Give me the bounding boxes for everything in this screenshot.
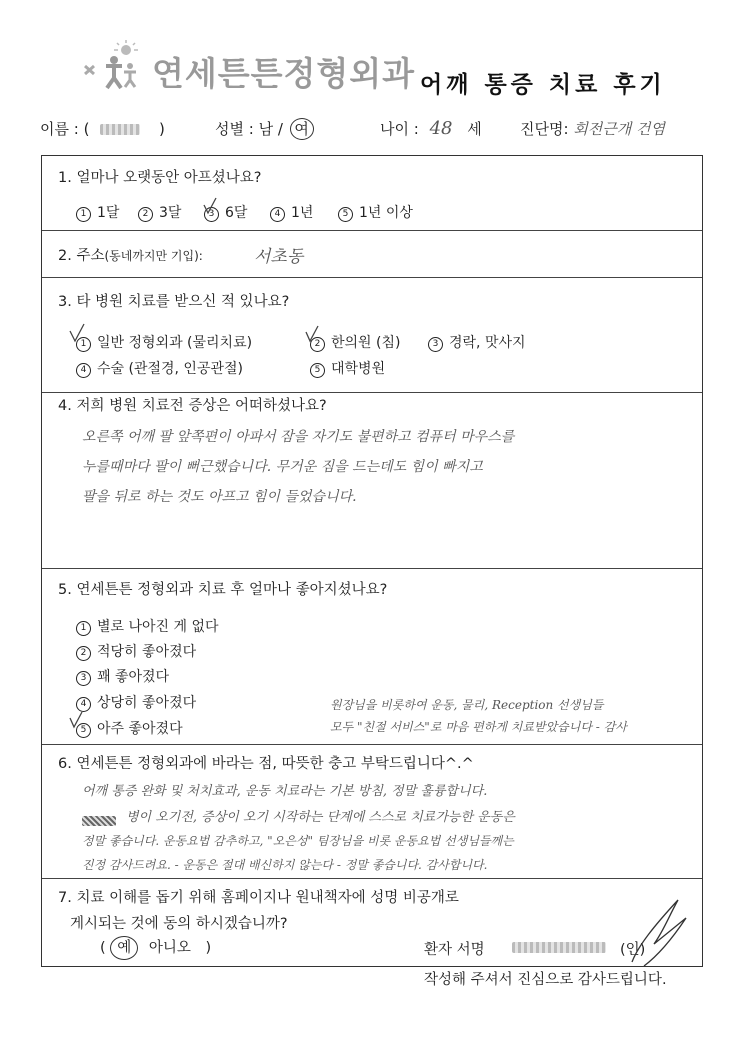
q5-comment-line: 원장님을 비롯하여 운동, 물리, Reception 선생님들 — [330, 698, 604, 712]
number-4-icon: 4 — [270, 207, 285, 222]
q1-question: 1. 얼마나 오랫동안 아프셨나요? — [58, 170, 262, 186]
q5-question: 5. 연세튼튼 정형외과 치료 후 얼마나 좋아지셨나요? — [58, 582, 388, 598]
q5-option-3[interactable]: 3 꽤 좋아졌다 — [76, 666, 169, 686]
q3-option-2[interactable]: 2 한의원 (침) — [310, 332, 400, 352]
open-paren: ( — [100, 940, 106, 956]
q5-option-2[interactable]: 2 적당히 좋아졌다 — [76, 641, 196, 661]
redacted-name — [100, 124, 140, 135]
q4-answer-line: 팔을 뒤로 하는 것도 아프고 힘이 들었습니다. — [82, 489, 357, 505]
number-2-icon: 2 — [310, 337, 325, 352]
number-3-icon: 3 — [428, 337, 443, 352]
number-2-icon: 2 — [138, 207, 153, 222]
q6-answer-line: 진정 감사드려요. - 운동은 절대 배신하지 않는다 - 정말 좋습니다. 감사합니다. — [82, 858, 488, 872]
crossed-out-word — [82, 810, 116, 829]
age-unit: 세 — [467, 120, 482, 138]
signature-scribble-icon — [624, 896, 694, 968]
q5-option-5[interactable]: 5 아주 좋아졌다 — [76, 718, 183, 738]
q1-option-3[interactable]: 3 6달 — [204, 202, 247, 222]
q5-comment-line: 모두 "친절 서비스"로 마음 편하게 치료받았습니다 - 감사 — [330, 720, 627, 734]
q2-question: 2. 주소(동네까지만 기입): — [58, 248, 203, 264]
divider — [42, 392, 702, 393]
q6-answer-line: 어깨 통증 완화 및 처치효과, 운동 치료라는 기본 방침, 정말 훌륭합니다. — [82, 784, 488, 799]
q6-question: 6. 연세튼튼 정형외과에 바라는 점, 따뜻한 충고 부탁드립니다^.^ — [58, 756, 474, 772]
q3-option-3[interactable]: 3 경락, 맛사지 — [428, 332, 526, 352]
survey-form — [41, 155, 703, 967]
age-field — [380, 118, 482, 139]
age-value: 48 — [429, 118, 453, 139]
q4-question: 4. 저희 병원 치료전 증상은 어떠하셨나요? — [58, 398, 327, 414]
checkmark-icon — [68, 322, 86, 344]
number-5-icon: 5 — [310, 363, 325, 378]
redacted-signature-name — [512, 942, 606, 953]
q5-option-4[interactable]: 4 상당히 좋아졌다 — [76, 692, 196, 712]
q3-option-4[interactable]: 4 수술 (관절경, 인공관절) — [76, 358, 243, 378]
diagnosis-field — [520, 118, 665, 139]
checkmark-icon — [68, 710, 84, 730]
clinic-logo-text: 연세튼튼정형외과 — [152, 54, 416, 93]
divider — [42, 230, 702, 231]
number-5-icon: 5 — [76, 723, 91, 738]
number-1-icon: 1 — [76, 207, 91, 222]
age-label: 나이 : — [380, 120, 419, 138]
gender-selected: 여 — [290, 118, 314, 140]
number-2-icon: 2 — [76, 646, 91, 661]
footer-thanks: 작성해 주셔서 진심으로 감사드립니다. — [424, 972, 667, 988]
divider — [42, 878, 702, 879]
q1-option-5[interactable]: 5 1년 이상 — [338, 202, 413, 222]
number-4-icon: 4 — [76, 697, 91, 712]
checkmark-icon — [202, 196, 218, 216]
close-paren: ) — [205, 940, 212, 956]
name-field — [40, 118, 165, 139]
q1-option-2[interactable]: 2 3달 — [138, 202, 181, 222]
seal-mark: (인) — [620, 942, 646, 958]
divider — [42, 744, 702, 745]
divider — [42, 568, 702, 569]
q6-answer-line: 병이 오기전, 증상이 오기 시작하는 단계에 스스로 치료가능한 운동은 — [126, 810, 515, 825]
signature-label: 환자 서명 — [424, 942, 485, 958]
number-1-icon: 1 — [76, 621, 91, 636]
q1-option-1[interactable]: 1 1달 — [76, 202, 119, 222]
consent-yes[interactable]: 예 — [110, 936, 138, 960]
q7-consent-choice — [100, 936, 211, 960]
q4-answer-line: 오른쪽 어깨 팔 앞쪽편이 아파서 잠을 자기도 불편하고 컴퓨터 마우스를 — [82, 429, 515, 445]
q7-question-line2: 게시되는 것에 동의 하시겠습니까? — [70, 916, 288, 932]
people-logo-icon — [80, 54, 150, 94]
q4-answer-line: 누를때마다 팔이 뻐근했습니다. 무거운 짐을 드는데도 힘이 빠지고 — [82, 459, 483, 475]
number-5-icon: 5 — [338, 207, 353, 222]
q7-question-line1: 7. 치료 이해를 돕기 위해 홈페이지나 원내책자에 성명 비공개로 — [58, 890, 459, 906]
q3-option-1[interactable]: 1 일반 정형외과 (물리치료) — [76, 332, 252, 352]
q1-option-4[interactable]: 4 1년 — [270, 202, 313, 222]
checkmark-icon — [304, 324, 320, 344]
q5-option-1[interactable]: 1 별로 나아진 게 없다 — [76, 616, 219, 636]
q2-answer: 서초동 — [254, 247, 304, 267]
diagnosis-value: 회전근개 건염 — [573, 120, 666, 138]
name-label: 이름 : ( — [40, 120, 90, 138]
consent-no[interactable]: 아니오 — [148, 940, 191, 956]
number-1-icon: 1 — [76, 337, 91, 352]
document-title: 어깨 통증 치료 후기 — [420, 72, 666, 98]
diagnosis-label: 진단명: — [520, 120, 569, 138]
number-4-icon: 4 — [76, 363, 91, 378]
gender-label: 성별 : 남 / — [215, 120, 283, 138]
q6-answer-line: 정말 좋습니다. 운동요법 감추하고, "오은성" 팀장님을 비롯 운동요법 선생님들께는 — [82, 834, 514, 848]
number-3-icon: 3 — [76, 671, 91, 686]
name-close-paren: ) — [159, 120, 165, 138]
divider — [42, 277, 702, 278]
gender-field — [215, 118, 314, 140]
q3-option-5[interactable]: 5 대학병원 — [310, 358, 385, 378]
q3-question: 3. 타 병원 치료를 받으신 적 있나요? — [58, 294, 290, 310]
number-3-icon: 3 — [204, 207, 219, 222]
